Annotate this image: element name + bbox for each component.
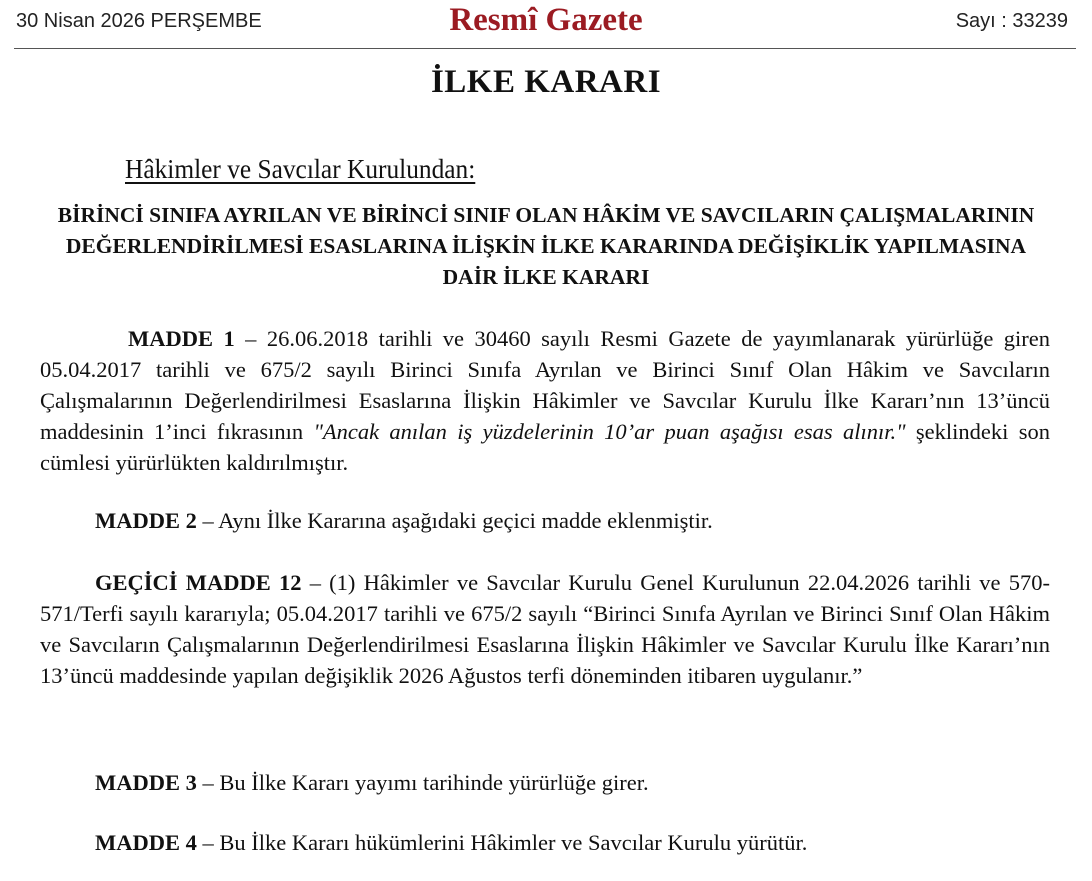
quoted-sentence: "Ancak anılan iş yüzdelerinin 10’ar puan aşağısı esas alınır." <box>313 419 906 444</box>
publication-date: 30 Nisan 2026 PERŞEMBE <box>16 10 262 32</box>
article-label: MADDE 3 <box>95 770 197 795</box>
article-dash: – <box>234 326 267 351</box>
decision-subject-title: BİRİNCİ SINIFA AYRILAN VE BİRİNCİ SINIF OLAN HÂKİM VE SAVCILARIN ÇALIŞMALARININ DEĞERLENDİRİLMESİ ESASLARINA İLİŞKİN İLKE KARARINDA DEĞİŞİKLİK YAPILMASINA DAİR İLKE KARARI <box>57 203 1035 289</box>
article-dash: – <box>196 830 220 855</box>
header-divider <box>14 48 1076 49</box>
issuer-line: Hâkimler ve Savcılar Kurulundan: <box>125 154 476 184</box>
article-3 <box>40 767 1050 798</box>
article-dash: – <box>196 508 219 533</box>
article-2 <box>40 505 1050 536</box>
issue-number: Sayı : 33239 <box>955 10 1068 32</box>
gazette-title: Resmî Gazete <box>449 2 643 38</box>
article-text: Aynı İlke Kararına aşağıdaki geçici madde eklenmiştir. <box>218 508 713 533</box>
document-type-heading: İLKE KARARI <box>430 64 662 100</box>
article-4 <box>40 827 1050 858</box>
article-text: (1) Hâkimler ve Savcılar Kurulu Genel Kurulunun 22.04.2026 tarihli ve 570-571/Terfi sayılı kararıyla; 05.04.2017 tarihli ve 675/2 sayılı “Birinci Sınıfa Ayrılan ve Birinci Sınıf Olan Hâkim ve Savcıların Çalışmalarının Değerlendirilmesi Esaslarına İlişkin Hâkimler ve Savcılar Kurulu İlke Kararı’nın 13’üncü maddesinde yapılan değişiklik 2026 Ağustos terfi döneminden itibaren uygulanır.” <box>40 570 1050 688</box>
article-label: MADDE 2 <box>95 508 197 533</box>
article-text: 26.06.2018 tarihli ve 30460 sayılı Resmi Gazete de yayımlanarak yürürlüğe giren 05.04.2017 tarihli ve 675/2 sayılı Birinci Sınıfa Ayrılan ve Birinci Sınıf Olan Hâkim ve Savcıların Çalışmalarının Değerlendirilmesi Esaslarına İlişkin Hâkimler ve Savcılar Kurulu İlke Kararı’nın 13’üncü maddesinin 1’inci fıkrasının <box>40 326 1050 444</box>
article-dash: – <box>196 770 220 795</box>
article-dash: – <box>301 570 330 595</box>
article-text-end: şeklindeki son cümlesi yürürlükten kaldırılmıştır. <box>40 419 1050 475</box>
gazette-header <box>0 0 1092 52</box>
provisional-article-12 <box>40 567 1050 691</box>
article-label: MADDE 4 <box>95 830 197 855</box>
article-1 <box>40 323 1050 478</box>
article-label: MADDE 1 <box>128 326 235 351</box>
article-text: Bu İlke Kararı hükümlerini Hâkimler ve Savcılar Kurulu yürütür. <box>219 830 808 855</box>
article-text: Bu İlke Kararı yayımı tarihinde yürürlüğe girer. <box>219 770 649 795</box>
article-label: GEÇİCİ MADDE 12 <box>95 570 302 595</box>
